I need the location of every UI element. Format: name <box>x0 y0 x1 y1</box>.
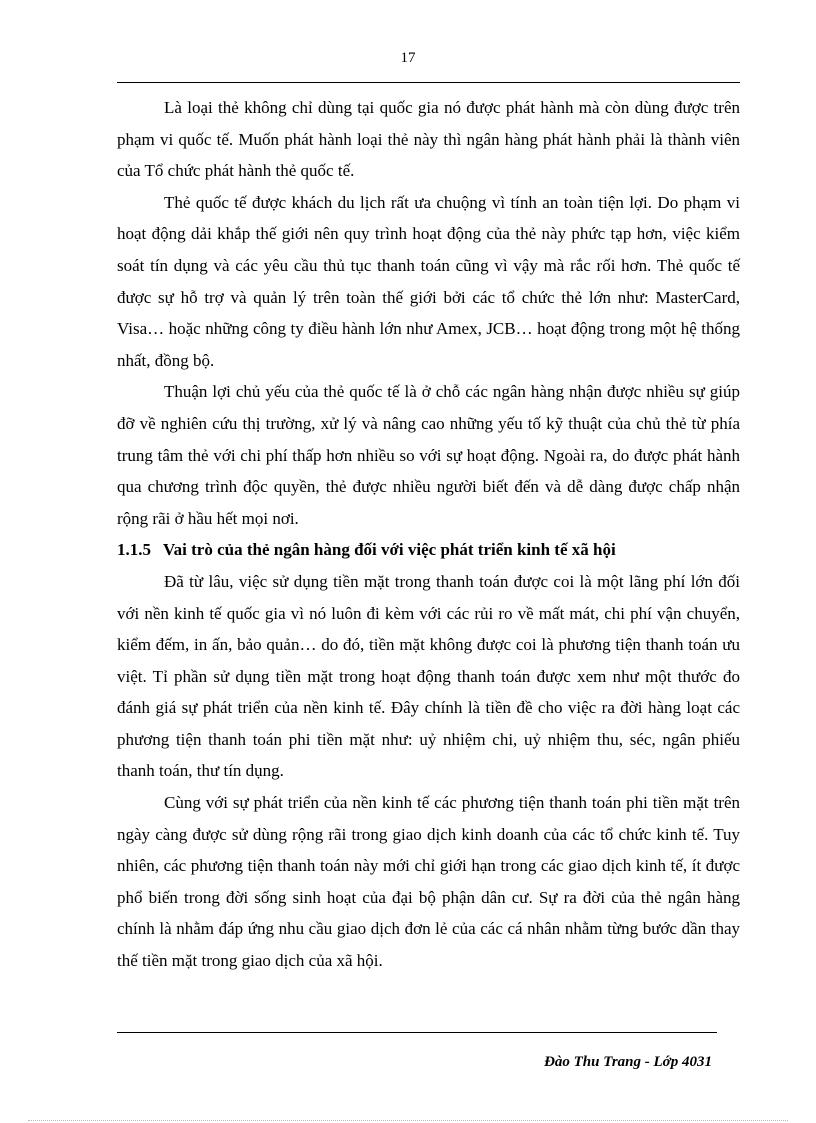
paragraph: Đã từ lâu, việc sử dụng tiền mặt trong thanh toán được coi là một lãng phí lớn đối với nền kinh tế quốc gia vì nó luôn đi kèm với các rủi ro về mất mát, chi phí vận chuyển, kiểm đếm, in ấn, bảo quản… do đó, tiền mặt không được coi là phương tiện thanh toán ưu việt. Tỉ phần sử dụng tiền mặt trong hoạt động thanh toán được xem như một thước đo đánh giá sự phát triển của nền kinh tế. Đây chính là tiền đề cho việc ra đời hàng loạt các phương tiện thanh toán phi tiền mặt như: uỷ nhiệm chi, uỷ nhiệm thu, séc, ngân phiếu thanh toán, thư tín dụng. <box>117 571 740 781</box>
paragraph: Là loại thẻ không chỉ dùng tại quốc gia nó được phát hành mà còn dùng được trên phạm vi quốc tế. Muốn phát hành loại thẻ này thì ngân hàng phát hành phải là thành viên của Tổ chức phát hành thẻ quốc tế. <box>117 98 740 181</box>
footer-divider <box>117 1032 717 1033</box>
page-number: 17 <box>400 50 416 66</box>
paragraph: Cùng với sự phát triển của nền kinh tế các phương tiện thanh toán phi tiền mặt trên ngày càng được sử dùng rộng rãi trong giao dịch kinh doanh của các tổ chức kinh tế. Tuy nhiên, các phương tiện thanh toán này mới chỉ giới hạn trong các giao dịch kinh tế, ít được phổ biến trong đời sống sinh hoạt của đại bộ phận dân cư. Sự ra đời của thẻ ngân hàng chính là nhằm đáp ứng nhu cầu giao dịch đơn lẻ của các cá nhân nhằm từng bước dần thay thế tiền mặt trong giao dịch của xã hội. <box>117 793 740 971</box>
page-edge-dotted-line <box>28 1120 788 1121</box>
paragraph: Thuận lợi chủ yếu của thẻ quốc tế là ở chỗ các ngân hàng nhận được nhiều sự giúp đỡ về nghiên cứu thị trường, xử lý và nâng cao những yếu tố kỹ thuật của chủ thẻ từ phía trung tâm thẻ với chi phí thấp hơn nhiều so với sự hoạt động. Ngoài ra, do được phát hành qua chương trình độc quyền, thẻ được nhiều người biết đến và dễ dàng được chấp nhận rộng rãi ở hầu hết mọi nơi. <box>117 382 740 528</box>
paragraph: Thẻ quốc tế được khách du lịch rất ưa chuộng vì tính an toàn tiện lợi. Do phạm vi hoạt động dải khắp thế giới nên quy trình hoạt động của thẻ này phức tạp hơn, việc kiểm soát tín dụng và các yêu cầu thủ tục thanh toán cũng vì vậy mà rắc rối hơn. Thẻ quốc tế được sự hỗ trợ và quản lý trên toàn thế giới bởi các tổ chức thẻ lớn như: MasterCard, Visa… hoặc những công ty điều hành lớn như Amex, JCB… hoạt động trong một hệ thống nhất, đồng bộ. <box>117 192 740 370</box>
document-body <box>117 92 740 977</box>
footer-author: Đào Thu Trang - Lớp 4031 <box>544 1054 712 1070</box>
section-title: Vai trò của thẻ ngân hàng đối với việc phát triển kinh tế xã hội <box>162 540 616 560</box>
section-heading <box>117 534 740 566</box>
section-number: 1.1.5 <box>117 540 151 560</box>
header-divider <box>117 82 740 83</box>
